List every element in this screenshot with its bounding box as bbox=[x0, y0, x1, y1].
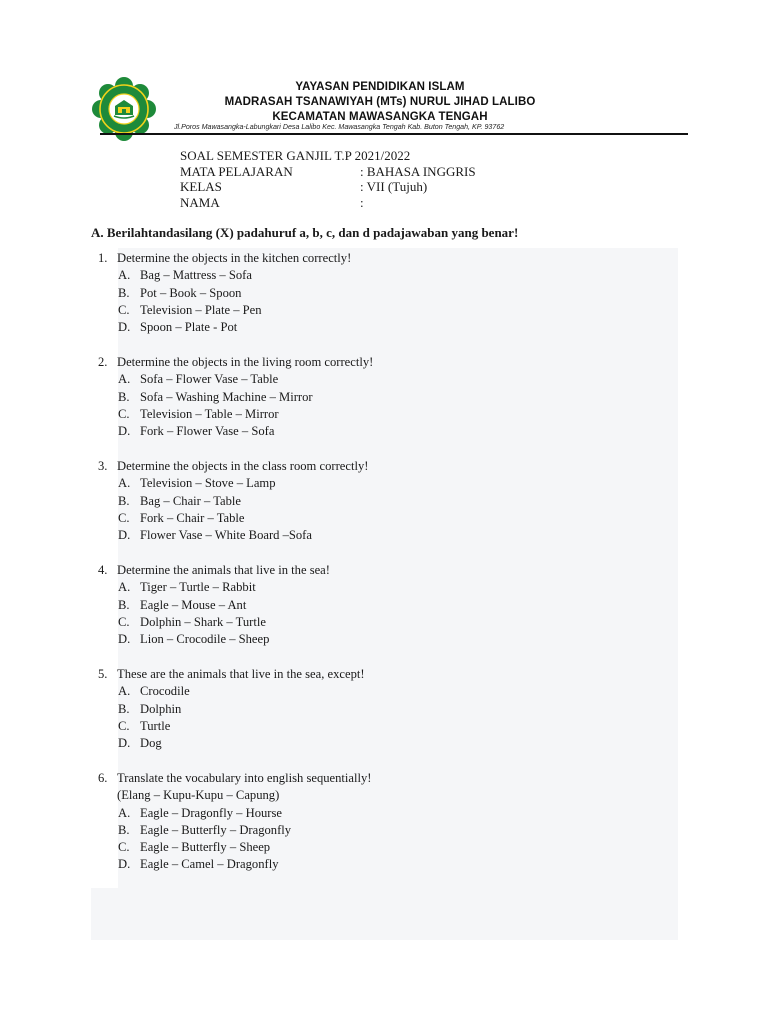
foundation-name: YAYASAN PENDIDIKAN ISLAM bbox=[295, 81, 465, 93]
info-value: : VII (Tujuh) bbox=[360, 179, 428, 194]
question-2 bbox=[98, 354, 678, 440]
option-text: Eagle – Butterfly – Sheep bbox=[140, 840, 271, 855]
option-c[interactable] bbox=[98, 839, 678, 856]
school-name: MADRASAH TSANAWIYAH (MTs) NURUL JIHAD LALIBO bbox=[224, 96, 536, 108]
question-text: Determine the objects in the living room correctly! bbox=[117, 354, 374, 369]
option-text: Eagle – Camel – Dragonfly bbox=[140, 857, 279, 872]
info-row-name bbox=[180, 195, 476, 211]
district-name: KECAMATAN MAWASANGKA TENGAH bbox=[272, 111, 488, 123]
info-value: : bbox=[360, 194, 364, 210]
info-label: MATA PELAJARAN bbox=[180, 163, 293, 179]
question-3 bbox=[98, 458, 678, 544]
option-d[interactable] bbox=[98, 527, 678, 544]
question-number: 1. bbox=[98, 251, 108, 265]
option-text: Tiger – Turtle – Rabbit bbox=[140, 580, 256, 595]
option-d[interactable] bbox=[98, 631, 678, 648]
institution-header bbox=[160, 80, 600, 125]
info-row-subject bbox=[180, 164, 476, 180]
option-d[interactable] bbox=[98, 735, 678, 752]
exam-info bbox=[180, 148, 476, 210]
option-text: Dolphin bbox=[140, 701, 182, 716]
option-text: Flower Vase – White Board –Sofa bbox=[140, 528, 312, 543]
option-letter: B. bbox=[118, 701, 130, 716]
option-letter: A. bbox=[118, 372, 131, 387]
option-text: Fork – Chair – Table bbox=[140, 510, 245, 525]
option-letter: C. bbox=[118, 406, 130, 421]
question-text: These are the animals that live in the sea, except! bbox=[117, 666, 365, 681]
option-text: Turtle bbox=[140, 718, 171, 733]
option-d[interactable] bbox=[98, 423, 678, 440]
option-a[interactable] bbox=[98, 475, 678, 492]
option-letter: B. bbox=[118, 389, 130, 404]
option-a[interactable] bbox=[98, 683, 678, 700]
option-letter: B. bbox=[118, 597, 130, 612]
question-list bbox=[98, 250, 678, 874]
question-number: 4. bbox=[98, 562, 108, 577]
option-b[interactable] bbox=[98, 701, 678, 718]
option-text: Crocodile bbox=[140, 684, 190, 699]
option-letter: D. bbox=[118, 632, 131, 647]
option-text: Eagle – Mouse – Ant bbox=[140, 597, 247, 612]
option-text: Spoon – Plate - Pot bbox=[140, 320, 238, 335]
option-letter: B. bbox=[118, 493, 130, 508]
option-a[interactable] bbox=[98, 805, 678, 822]
question-4 bbox=[98, 562, 678, 648]
question-text: Translate the vocabulary into english sequentially! bbox=[117, 770, 372, 785]
option-letter: B. bbox=[118, 822, 130, 837]
question-1 bbox=[98, 250, 678, 336]
info-label: NAMA bbox=[180, 194, 220, 210]
question-text: Determine the animals that live in the sea! bbox=[117, 562, 330, 577]
option-c[interactable] bbox=[98, 614, 678, 631]
option-letter: D. bbox=[118, 857, 131, 872]
option-b[interactable] bbox=[98, 493, 678, 510]
option-c[interactable] bbox=[98, 510, 678, 527]
option-b[interactable] bbox=[98, 285, 678, 302]
option-text: Fork – Flower Vase – Sofa bbox=[140, 424, 275, 439]
option-letter: D. bbox=[118, 736, 131, 751]
option-text: Eagle – Butterfly – Dragonfly bbox=[140, 822, 292, 837]
option-c[interactable] bbox=[98, 718, 678, 735]
question-number: 5. bbox=[98, 666, 108, 681]
option-letter: D. bbox=[118, 424, 131, 439]
option-text: Television – Table – Mirror bbox=[140, 406, 279, 421]
option-text: Bag – Chair – Table bbox=[140, 493, 242, 508]
option-text: Eagle – Dragonfly – Hourse bbox=[140, 805, 282, 820]
option-letter: A. bbox=[118, 268, 131, 283]
question-number: 3. bbox=[98, 458, 108, 473]
option-a[interactable] bbox=[98, 267, 678, 284]
info-label: KELAS bbox=[180, 179, 222, 194]
option-a[interactable] bbox=[98, 579, 678, 596]
option-b[interactable] bbox=[98, 389, 678, 406]
option-letter: C. bbox=[118, 718, 130, 733]
question-text: Determine the objects in the class room correctly! bbox=[117, 458, 369, 473]
option-letter: B. bbox=[118, 285, 130, 300]
question-6 bbox=[98, 770, 678, 874]
option-text: Sofa – Flower Vase – Table bbox=[140, 372, 279, 387]
option-letter: C. bbox=[118, 302, 130, 317]
option-c[interactable] bbox=[98, 302, 678, 319]
question-number: 2. bbox=[98, 354, 108, 369]
exam-title: SOAL SEMESTER GANJIL T.P 2021/2022 bbox=[180, 148, 411, 163]
option-text: Lion – Crocodile – Sheep bbox=[140, 632, 270, 647]
option-letter: D. bbox=[118, 320, 131, 335]
option-text: Dolphin – Shark – Turtle bbox=[140, 614, 266, 629]
option-text: Bag – Mattress – Sofa bbox=[140, 268, 252, 283]
header-divider bbox=[100, 133, 688, 135]
option-d[interactable] bbox=[98, 319, 678, 336]
option-text: Pot – Book – Spoon bbox=[140, 285, 242, 300]
question-number: 6. bbox=[98, 770, 108, 785]
option-letter: A. bbox=[118, 684, 131, 699]
info-value: : BAHASA INGGRIS bbox=[360, 163, 476, 179]
option-text: Dog bbox=[140, 736, 162, 751]
option-b[interactable] bbox=[98, 822, 678, 839]
option-letter: A. bbox=[118, 580, 131, 595]
school-address: Jl.Poros Mawasangka-Labungkari Desa Lalibo Kec. Mawasangka Tengah Kab. Buton Tengah, KP. 93762 bbox=[174, 123, 505, 131]
info-row-class bbox=[180, 179, 476, 195]
question-text: Determine the objects in the kitchen correctly! bbox=[117, 251, 352, 265]
option-letter: A. bbox=[118, 805, 131, 820]
option-letter: C. bbox=[118, 840, 130, 855]
section-instruction: A. Berilahtandasilang (X) padahuruf a, b, c, dan d padajawaban yang benar! bbox=[91, 225, 519, 240]
option-a[interactable] bbox=[98, 371, 678, 388]
question-5 bbox=[98, 666, 678, 752]
school-crest-icon bbox=[90, 77, 158, 141]
question-area-shade bbox=[91, 888, 678, 940]
option-text: Television – Plate – Pen bbox=[140, 302, 262, 317]
option-text: Television – Stove – Lamp bbox=[140, 476, 276, 491]
option-text: Sofa – Washing Machine – Mirror bbox=[140, 389, 313, 404]
question-subtext: (Elang – Kupu-Kupu – Capung) bbox=[117, 788, 280, 803]
option-letter: C. bbox=[118, 510, 130, 525]
option-d[interactable] bbox=[98, 856, 678, 873]
option-c[interactable] bbox=[98, 406, 678, 423]
option-letter: C. bbox=[118, 614, 130, 629]
option-b[interactable] bbox=[98, 597, 678, 614]
option-letter: A. bbox=[118, 476, 131, 491]
option-letter: D. bbox=[118, 528, 131, 543]
